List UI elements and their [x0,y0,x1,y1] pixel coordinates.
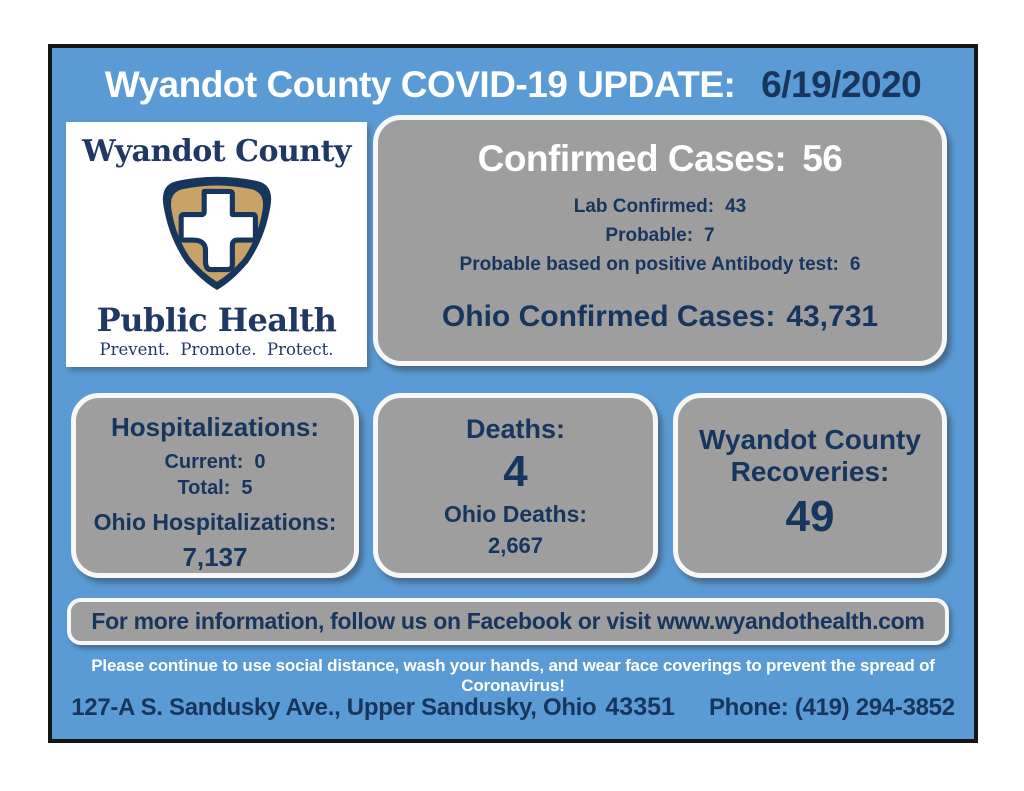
lab-confirmed-row [574,196,747,218]
probable-antibody-label: Probable based on positive Antibody test: [459,254,839,275]
address-zip: 43351 [605,693,675,721]
ohio-confirmed-value: 43,731 [786,300,879,333]
confirmed-cases-label: Confirmed Cases: [477,138,787,179]
covid-update-flyer [48,44,978,743]
recoveries-title [699,424,921,488]
hospitalizations-total-row [177,477,252,500]
confirmed-cases-details [460,196,861,276]
lab-confirmed-label: Lab Confirmed: [573,196,715,217]
probable-value: 7 [704,225,715,246]
logo-tagline: Prevent. Promote. Protect. [99,340,334,359]
hospitalizations-card [71,393,359,578]
hospitalizations-current-row [164,451,265,474]
advisory-text: Please continue to use social distance, wash your hands, and wear face coverings to prevent the spread of Coronavirus! [91,656,935,695]
deaths-card [373,393,658,578]
hospitalizations-total-value: 5 [241,477,253,499]
probable-antibody-row [460,254,861,276]
logo-org-name-top: Wyandot County [82,134,351,169]
hospitalizations-details [164,451,265,500]
more-information-bar [67,598,949,645]
ohio-confirmed-label: Ohio Confirmed Cases: [441,300,776,333]
confirmed-cases-heading [478,138,843,180]
phone-text: Phone: (419) 294-3852 [708,694,955,721]
lab-confirmed-value: 43 [725,196,747,217]
page-title-text: Wyandot County COVID-19 UPDATE: [104,64,736,105]
public-health-logo [66,122,367,367]
ohio-hospitalizations-label: Ohio Hospitalizations: [93,509,337,535]
ohio-deaths-label: Ohio Deaths: [443,501,588,527]
recoveries-card [673,393,947,578]
more-information-text: For more information, follow us on Facebook or visit www.wyandothealth.com [91,608,925,634]
hospitalizations-total-label: Total: [177,477,231,499]
address-text: 127-A S. Sandusky Ave., Upper Sandusky, Ohio [71,694,597,721]
hospitalizations-current-value: 0 [254,451,266,473]
contact-row [52,693,974,722]
logo-org-name-bottom: Public Health [96,301,337,339]
probable-row [605,225,714,247]
page-title-date: 6/19/2020 [761,64,922,105]
deaths-value: 4 [503,447,528,496]
recoveries-title-line2: Recoveries: [730,456,890,488]
recoveries-value: 49 [785,492,835,542]
shield-cross-icon [153,171,281,299]
recoveries-title-line1: Wyandot County [699,424,921,455]
confirmed-cases-value: 56 [802,138,843,179]
ohio-hospitalizations-value: 7,137 [182,542,248,572]
page-title [52,64,974,106]
confirmed-cases-card [373,115,947,366]
hospitalizations-title: Hospitalizations: [110,412,319,442]
probable-label: Probable: [605,225,694,246]
ohio-deaths-value: 2,667 [487,533,544,558]
hospitalizations-current-label: Current: [164,451,244,473]
deaths-title: Deaths: [465,414,566,444]
ohio-confirmed-row [442,300,878,334]
probable-antibody-value: 6 [849,254,861,275]
